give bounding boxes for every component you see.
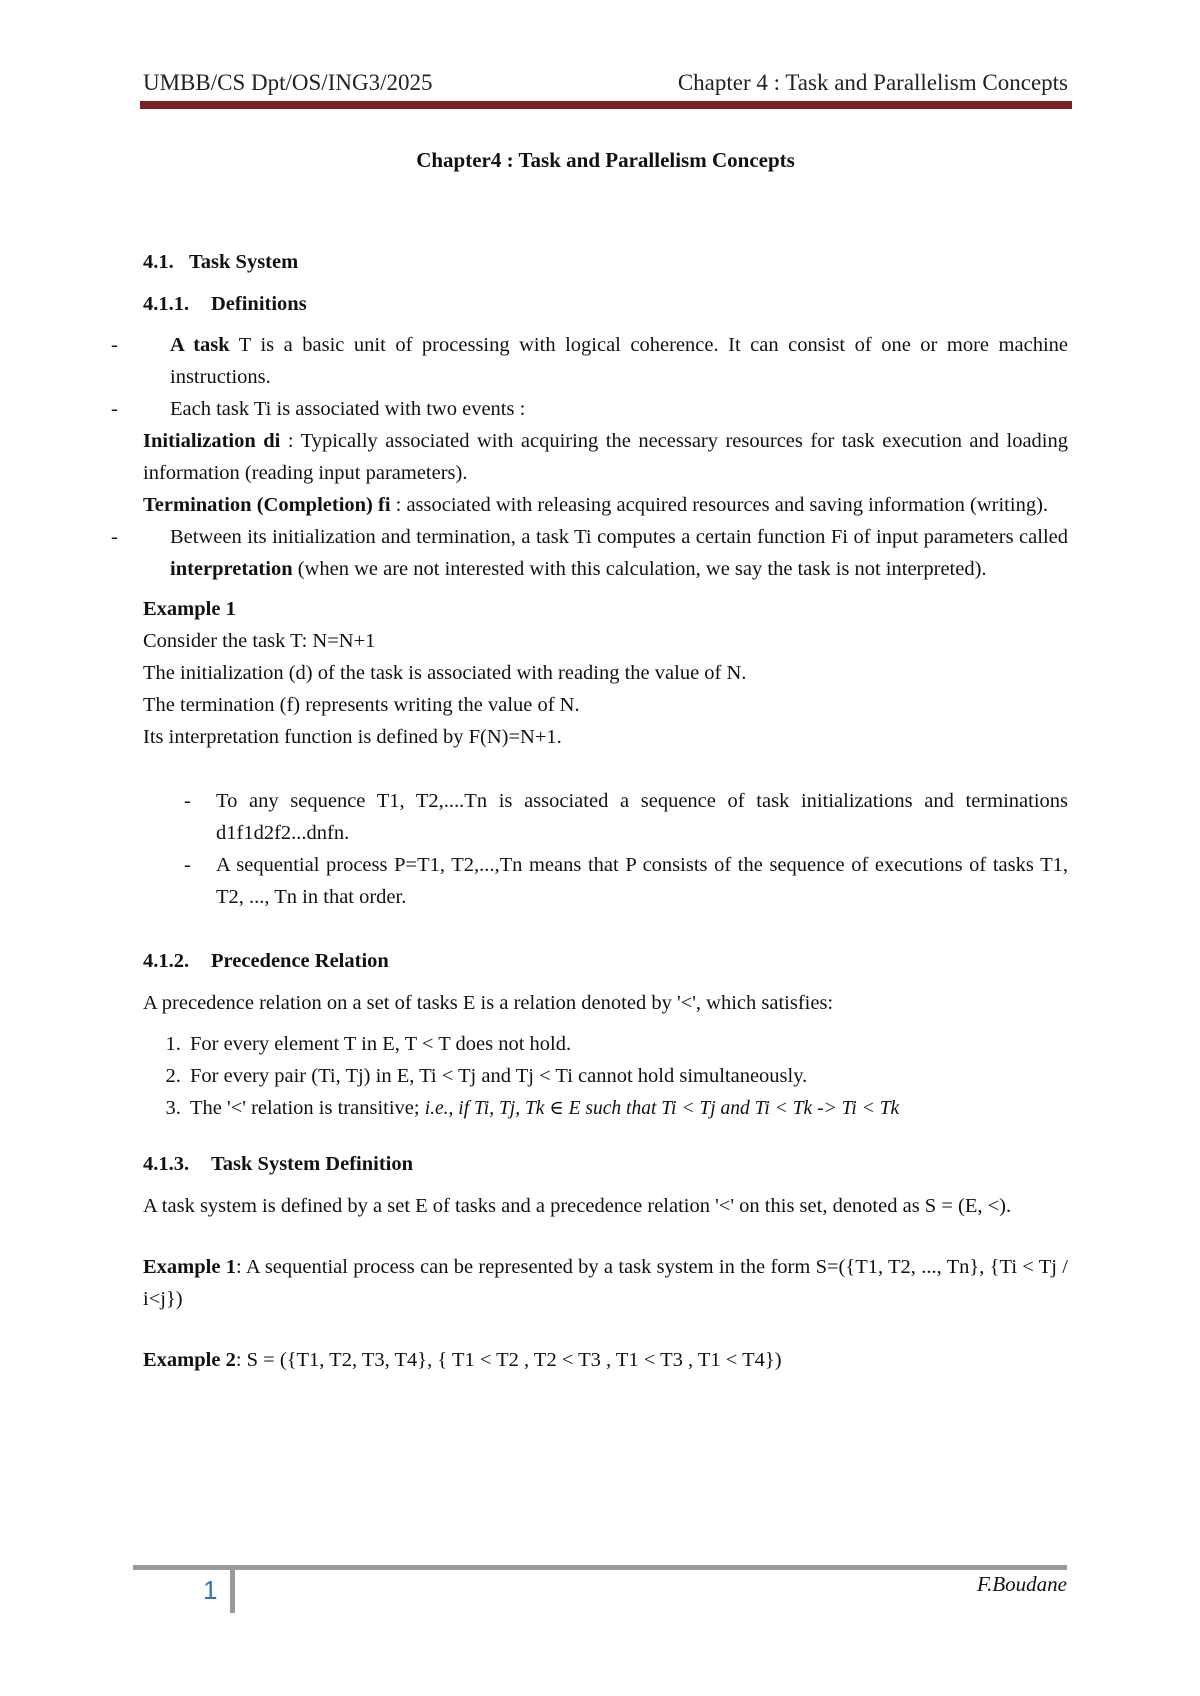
section-title: Task System: [189, 251, 299, 273]
section-title: Task System Definition: [211, 1153, 413, 1175]
task-system-example-2: [143, 1344, 1068, 1376]
header-chapter: Chapter 4 : Task and Parallelism Concepts: [677, 70, 1068, 95]
section-number: 4.1.: [143, 251, 174, 273]
header-rule: [140, 101, 1072, 109]
page-body: [143, 140, 1068, 1376]
section-number: 4.1.2.: [143, 950, 190, 972]
interpretation-text-a: Between its initialization and termination, a task Ti computes a certain function Fi of input parameters called: [170, 526, 1068, 548]
example-1-line-3: The termination (f) represents writing the value of N.: [143, 694, 580, 716]
section-title: Precedence Relation: [211, 950, 389, 972]
section-4-1-1-heading: [143, 288, 1068, 320]
term-interpretation: interpretation: [170, 558, 293, 580]
precedence-condition-3: [186, 1092, 1068, 1125]
footer-rule: [133, 1565, 1067, 1570]
precedence-condition-2: 2. For every pair (Ti, Tj) in E, Ti < Tj and Tj < Ti cannot hold simultaneously.: [186, 1060, 1068, 1092]
bullet-sequential-process: - A sequential process P=T1, T2,...,Tn means that P consists of the sequence of executions of tasks T1, T2, ..., Tn in that order.: [216, 849, 1068, 913]
definition-initialization: [143, 425, 1068, 489]
definition-events: [143, 393, 1068, 425]
term-task: A task: [170, 334, 230, 356]
definition-events-text: Each task Ti is associated with two events :: [170, 398, 526, 420]
condition-3-text: The '<' relation is transitive;: [190, 1097, 425, 1119]
example-label: Example 1: [143, 1256, 236, 1278]
initialization-text: : Typically associated with acquiring the necessary resources for task execution and loading information (reading input parameters).: [143, 430, 1068, 484]
page-header: [143, 70, 1068, 104]
condition-3-formula: i.e., if Ti, Tj, Tk ∈ E such that Ti < Tj and Ti < Tk -> Ti < Tk: [424, 1098, 900, 1119]
definition-task-text: T is a basic unit of processing with logical coherence. It can consist of one or more machine instructions.: [170, 334, 1068, 388]
interpretation-list: [143, 521, 1068, 585]
sequence-bullets: [143, 785, 1068, 913]
term-termination: Termination (Completion) fi: [143, 494, 391, 516]
section-4-1-heading: [143, 246, 1068, 278]
precedence-condition-1: 1. For every element T in E, T < T does not hold.: [186, 1028, 1068, 1060]
section-title: Definitions: [211, 293, 307, 315]
task-system-definition: A task system is defined by a set E of tasks and a precedence relation '<' on this set, denoted as S = (E, <).: [143, 1195, 1012, 1217]
example-1-line-4: Its interpretation function is defined by F(N)=N+1.: [143, 726, 562, 748]
definition-list: [143, 329, 1068, 425]
termination-text: : associated with releasing acquired resources and saving information (writing).: [390, 494, 1049, 516]
term-initialization: Initialization di: [143, 430, 281, 452]
section-4-1-3-heading: [143, 1148, 1068, 1180]
interpretation-text-b: (when we are not interested with this calculation, we say the task is not interpreted).: [292, 558, 987, 580]
chapter-title: Chapter4 : Task and Parallelism Concepts: [416, 148, 795, 172]
definition-termination: [143, 489, 1068, 521]
example-1-line-1: Consider the task T: N=N+1: [143, 630, 376, 652]
definition-interpretation: [143, 521, 1068, 585]
example-text: : A sequential process can be represented by a task system in the form S=({T1, T2, ..., Tn}, {Ti < Tj / i<j}): [143, 1256, 1068, 1310]
example-text: : S = ({T1, T2, T3, T4}, { T1 < T2 , T2 < T3 , T1 < T3 , T1 < T4}): [235, 1349, 782, 1371]
footer-divider: [230, 1566, 235, 1613]
header-course: UMBB/CS Dpt/OS/ING3/2025: [143, 70, 433, 95]
footer-author: F.Boudane: [976, 1572, 1067, 1596]
example-label: Example 2: [143, 1349, 236, 1371]
section-number: 4.1.1.: [143, 293, 190, 315]
precedence-conditions: [143, 1028, 1068, 1125]
page-number: 1: [203, 1575, 218, 1605]
task-system-example-1: [143, 1251, 1068, 1315]
example-1-title: Example 1: [143, 598, 236, 620]
precedence-intro: A precedence relation on a set of tasks E is a relation denoted by '<', which satisfies:: [143, 992, 834, 1014]
section-4-1-2-heading: [143, 945, 1068, 977]
section-number: 4.1.3.: [143, 1153, 190, 1175]
definition-task: [143, 329, 1068, 393]
example-1-line-2: The initialization (d) of the task is associated with reading the value of N.: [143, 662, 747, 684]
bullet-sequence: - To any sequence T1, T2,....Tn is associated a sequence of task initializations and terminations d1f1d2f2...dnfn.: [216, 785, 1068, 849]
